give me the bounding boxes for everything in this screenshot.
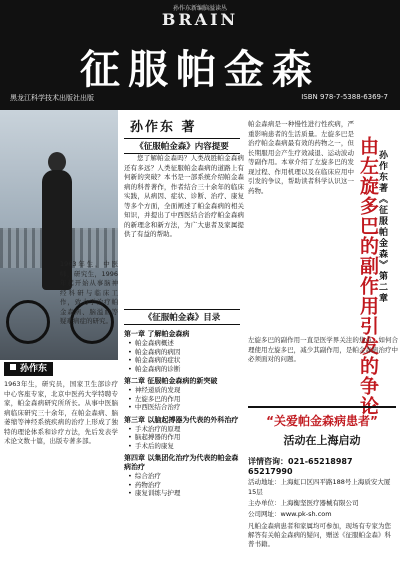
- toc-item: • 帕金森病的症状: [124, 356, 242, 365]
- event-hotline: 详情咨询：021-65218987 65217990: [248, 457, 353, 476]
- photo-caption-text: 1963年生，中医师，研究生，1996年起开始从事脑神经科研与临床工作，致力于治疗帕金森病、脑溢血等疑难病症的研究。: [60, 260, 118, 325]
- toc-item: • 手术治疗的原理: [124, 425, 242, 434]
- toc-chapter: 第二章 征服帕金森病的新突破: [124, 377, 218, 385]
- toc-item: • 帕金森病的病因: [124, 348, 242, 357]
- content-heading: 《征服帕金森》内容提要: [124, 138, 240, 154]
- publisher-label: 黑龙江科学技术出版社出版: [10, 94, 94, 102]
- content-intro: 您了解帕金森吗？人类战胜帕金森病还有多远？人类征服帕金森病的道路上有何新的突破？本书是一部系统介绍帕金森病的科普著作，作者结合三十余年的临床实践，从病因、症状、诊断、治疗、康复等多个方面，全面阐述了帕金森病的相关知识，并提出了中西医结合治疗帕金森病的新理念和新方法，为广大患者及家属提供了有益的帮助。: [124, 154, 244, 238]
- author-badge-label: 孙作东: [20, 364, 48, 374]
- brand-logo: BRAIN: [161, 10, 239, 29]
- toc-chapter: 第一章 了解帕金森病: [124, 330, 190, 338]
- author-line: 孙作东 著: [130, 120, 197, 135]
- book-header: [0, 0, 400, 110]
- event-subtitle: 活动在上海启动: [283, 434, 361, 447]
- toc-item: • 手术后的康复: [124, 442, 242, 451]
- toc-item: • 神经递质的发现: [124, 386, 242, 395]
- event-line: 公司网址：www.pk-sh.com: [248, 510, 332, 518]
- series-label: 孙作东新编脑溢读丛: [172, 5, 227, 12]
- toc-item: • 药物治疗: [124, 481, 242, 490]
- event-line: 主办单位：上海衡坚医疗器械有限公司: [248, 499, 359, 507]
- author-badge: [4, 362, 53, 376]
- table-of-contents: [124, 326, 242, 498]
- toc-item: • 中西医结合治疗: [124, 403, 242, 412]
- toc-heading: 《征服帕金森》目录: [124, 309, 240, 325]
- chapter-vertical-title: 由左旋多巴的副作用引发的争论: [357, 136, 379, 416]
- chapter-body-top: 帕金森病是一种慢性进行性疾病，严重影响患者的生活质量。左旋多巴是治疗帕金森病最有效的药物之一，但长期服用会产生疗效减退、运动波动等副作用。本章介绍了左旋多巴的发现过程、作用机理以及在临床应用中引发的争议，帮助读者科学认识这一药物。: [248, 120, 354, 195]
- toc-chapter: 第四章 以集团化治疗为代表的帕金森病治疗: [124, 454, 239, 471]
- toc-chapter: 第三章 以脑起搏器为代表的外科治疗: [124, 415, 239, 424]
- toc-item: • 帕金森病概述: [124, 339, 242, 348]
- toc-item: • 帕金森病的诊断: [124, 365, 242, 374]
- book-title: 征服帕金森: [80, 46, 320, 93]
- toc-item: • 左旋多巴的作用: [124, 395, 242, 404]
- event-note: 凡帕金森病患者和家属均可参加，现场有专家为您解答有关帕金森病的疑问，赠送《征服帕金森》科普书籍。: [248, 522, 391, 548]
- event-title: “关爱帕金森病患者”: [266, 414, 378, 428]
- toc-item: • 康复训练与护理: [124, 489, 242, 498]
- event-box: [248, 406, 396, 549]
- chapter-body-bottom: 左旋多巴的副作用一直是医学界关注的焦点。如何合理使用左旋多巴，减少其副作用，是帕金森病治疗中必须面对的问题。: [248, 336, 398, 363]
- square-icon: [10, 364, 16, 370]
- event-line: 活动地址：上海虹口区四平路188号上海质安大厦15层: [248, 478, 391, 496]
- toc-item: • 脑起搏器的作用: [124, 433, 242, 442]
- chapter-vertical-author: 孙作东著《征服帕金森》第二章: [377, 150, 387, 304]
- toc-item: • 综合治疗: [124, 472, 242, 481]
- author-bio: 1963年生，研究员，国家卫生部诊疗中心客座专家，北京中医药大学特聘专家，帕金森病研究所所长。从事中医脑病临床研究三十余年，在帕金森病、脑萎缩等神经系统疾病的治疗上形成了独特的理论体系和诊疗方法，先后发表学术论文数十篇，出版专著多部。: [4, 380, 118, 445]
- isbn-label: ISBN 978-7-5388-6369-7: [301, 93, 388, 101]
